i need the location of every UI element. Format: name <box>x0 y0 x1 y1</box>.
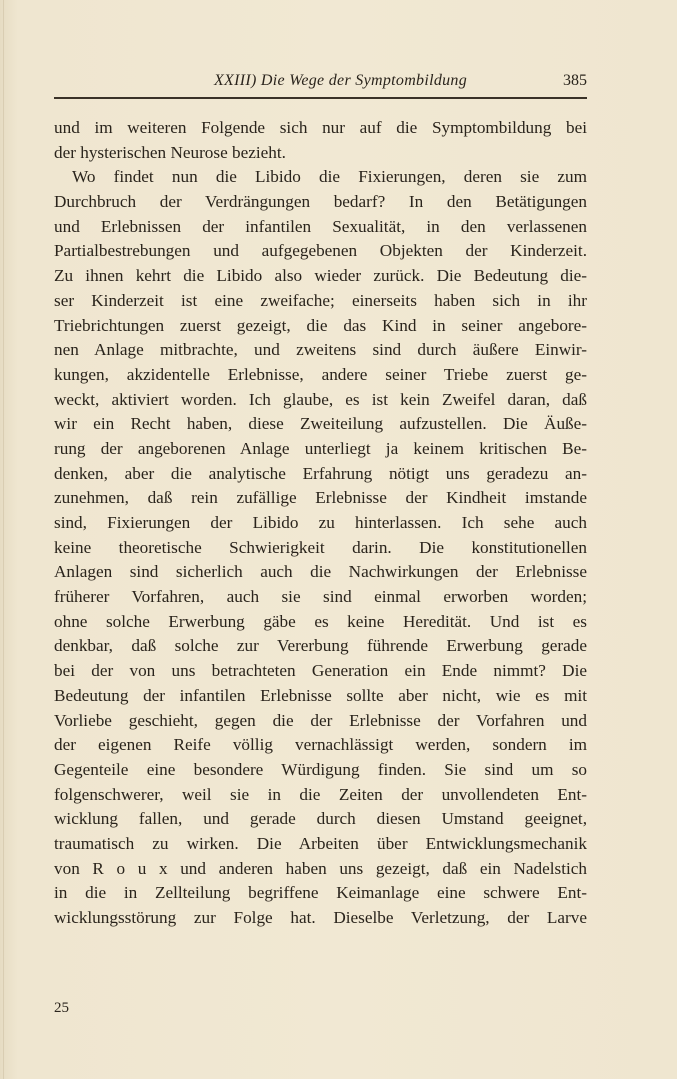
header-rule <box>54 97 587 99</box>
text-line: Wo findet nun die Libido die Fixierungen, deren sie zum <box>72 167 587 187</box>
text-line: und Erlebnissen der infantilen Sexualität, in den verlassenen <box>54 216 587 236</box>
text-line: von R o u x und anderen haben uns gezeigt, daß ein Nadelstich <box>54 858 587 878</box>
text-line: nen Anlage mitbrachte, und zweitens sind durch äußere Einwir- <box>54 340 587 360</box>
text-line: folgenschwerer, weil sie in die Zeiten der unvollendeten Ent- <box>54 784 587 804</box>
text-line: bei der von uns betrachteten Generation ein Ende nimmt? Die <box>54 661 587 681</box>
text-line: Vorliebe geschieht, gegen die der Erlebnisse der Vorfahren und <box>54 710 587 730</box>
text-line: sind, Fixierungen der Libido zu hinterlassen. Ich sehe auch <box>54 513 587 532</box>
text-line: in die in Zellteilung begriffene Keimanlage eine schwere Ent- <box>54 883 587 903</box>
text-line: ohne solche Erwerbung gäbe es keine Heredität. Und ist es <box>54 611 587 631</box>
text-line: Gegenteile eine besondere Würdigung finden. Sie sind um so <box>54 759 587 779</box>
running-title: XXIII) Die Wege der Symptombildung <box>213 72 468 89</box>
text-line: ser Kinderzeit ist eine zweifache; einerseits haben sich in ihr <box>54 290 587 310</box>
text-line: und im weiteren Folgende sich nur auf die Symptombildung bei <box>54 118 587 137</box>
text-line: keine theoretische Schwierigkeit darin. Die konstitutionellen <box>54 537 587 557</box>
text-line: Anlagen sind sicherlich auch die Nachwirkungen der Erlebnisse <box>54 562 587 582</box>
text-line: der eigenen Reife völlig vernachlässigt werden, sondern im <box>54 735 587 755</box>
text-line: kungen, akzidentelle Erlebnisse, andere seiner Triebe zuerst ge- <box>54 364 587 384</box>
text-line: weckt, aktiviert worden. Ich glaube, es ist kein Zweifel daran, daß <box>54 389 587 409</box>
running-head <box>54 70 587 94</box>
text-line: früherer Vorfahren, auch sie sind einmal erworben worden; <box>54 587 587 607</box>
text-line: Partialbestrebungen und aufgegebenen Objekten der Kinderzeit. <box>54 241 587 261</box>
page-number: 385 <box>563 72 587 89</box>
text-line: der hysterischen Neurose bezieht. <box>54 142 286 162</box>
page-edge <box>3 0 4 1079</box>
text-line: Durchbruch der Verdrängungen bedarf? In den Betätigungen <box>54 192 587 212</box>
text-line: rung der angeborenen Anlage unterliegt ja keinem kritischen Be- <box>54 438 587 458</box>
text-line: zunehmen, daß rein zufällige Erlebnisse der Kindheit imstande <box>54 488 587 508</box>
text-line: wicklung fallen, und gerade durch diesen Umstand geeignet, <box>54 809 587 829</box>
body-text <box>54 116 587 931</box>
text-line: denken, aber die analytische Erfahrung nötigt uns geradezu an- <box>54 463 587 483</box>
text-line: wicklungsstörung zur Folge hat. Dieselbe Verletzung, der Larve <box>54 908 587 927</box>
text-line: wir ein Recht haben, diese Zweiteilung aufzustellen. Die Äuße- <box>54 414 587 434</box>
text-line: Zu ihnen kehrt die Libido also wieder zurück. Die Bedeutung die- <box>54 266 587 286</box>
text-line: Triebrichtungen zuerst gezeigt, die das Kind in seiner angebore- <box>54 315 587 335</box>
text-line: traumatisch zu wirken. Die Arbeiten über Entwicklungsmechanik <box>54 833 587 853</box>
printer-signature: 25 <box>54 1000 69 1016</box>
text-line: denkbar, daß solche zur Vererbung führende Erwerbung gerade <box>54 636 587 656</box>
text-line: Bedeutung der infantilen Erlebnisse sollte aber nicht, wie es mit <box>54 685 587 705</box>
